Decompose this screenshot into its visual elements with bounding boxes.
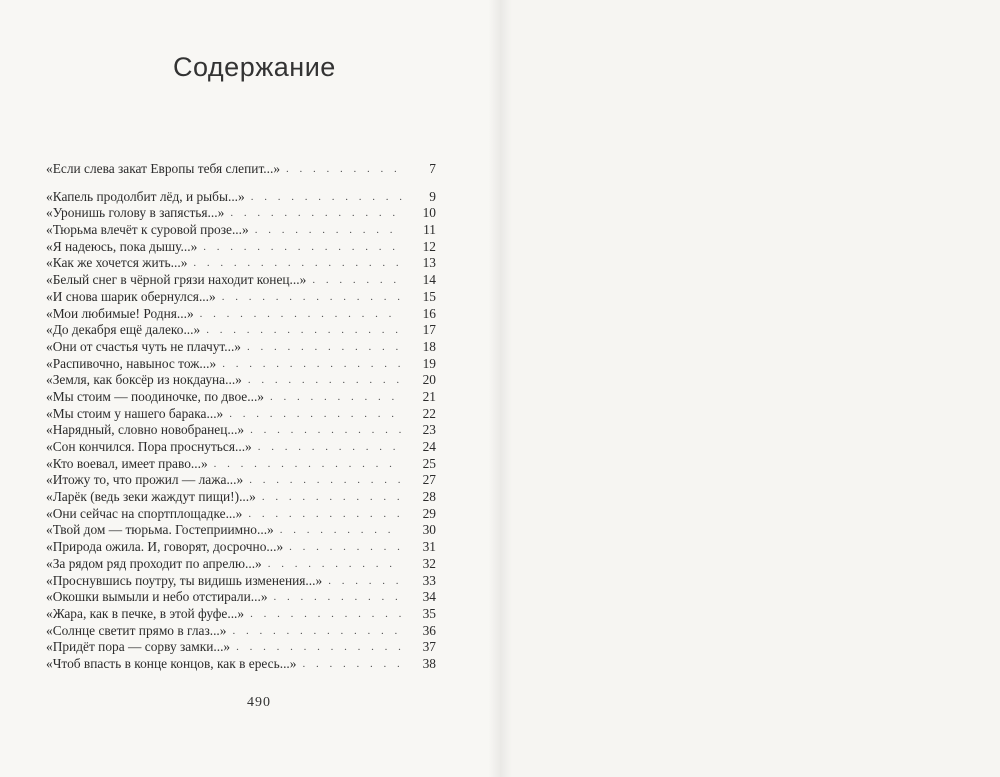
toc-entry-title: «Распивочно, навынос тож...» — [46, 355, 217, 371]
toc-entry-page: 28 — [422, 489, 436, 505]
toc-entry — [46, 288, 436, 305]
toc-entry — [46, 622, 436, 639]
toc-first-entry — [46, 160, 436, 177]
toc-entry — [46, 522, 436, 539]
toc-entry-page: 38 — [422, 655, 436, 671]
toc-leader-dots — [262, 489, 402, 505]
toc-leader-dots — [258, 439, 402, 455]
toc-entry-title: «Мы стоим у нашего барака...» — [46, 405, 224, 421]
toc-entry-page: 16 — [422, 305, 436, 321]
toc-entry-title: «Твой дом — тюрьма. Гостеприимно...» — [46, 522, 274, 538]
toc-leader-dots — [236, 639, 402, 655]
toc-entry-page: 15 — [422, 288, 436, 304]
toc-entry-page: 37 — [422, 639, 436, 655]
toc-entry-page: 24 — [422, 439, 436, 454]
toc-entry-page: 14 — [422, 272, 436, 288]
toc-entry — [46, 655, 436, 672]
toc-entry-page: 31 — [422, 539, 436, 555]
toc-entry-title: «Жара, как в печке, в этой фуфе...» — [46, 605, 245, 621]
toc-leader-dots — [200, 306, 402, 322]
toc-entry — [46, 355, 436, 372]
toc-entry-page: 7 — [429, 160, 436, 176]
toc-leader-dots — [250, 422, 402, 438]
toc-entry-title: «Чтоб впасть в конце концов, как в ересь...» — [46, 655, 297, 671]
toc-left-list — [46, 188, 436, 672]
toc-entry-page: 13 — [422, 255, 436, 271]
toc-entry — [46, 422, 436, 439]
toc-leader-dots — [280, 522, 402, 538]
toc-entry-page: 9 — [429, 188, 436, 204]
toc-entry-title: «Мои любимые! Родня...» — [46, 305, 194, 321]
toc-entry — [46, 338, 436, 355]
toc-entry-title: «Если слева закат Европы тебя слепит...» — [46, 160, 281, 176]
toc-entry — [46, 538, 436, 555]
toc-leader-dots — [222, 356, 402, 372]
toc-entry — [46, 589, 436, 606]
toc-leader-dots — [248, 372, 402, 388]
toc-entry — [46, 160, 436, 177]
toc-entry-page: 25 — [422, 455, 436, 471]
toc-entry-title: «И снова шарик обернулся...» — [46, 288, 216, 304]
toc-entry — [46, 188, 436, 205]
toc-entry-page: 19 — [422, 355, 436, 371]
toc-entry-title: «Как же хочется жить...» — [46, 255, 188, 271]
toc-entry-title: «Сон кончился. Пора проснуться...» — [46, 439, 252, 454]
toc-entry-title: «Нарядный, словно новобранец...» — [46, 422, 245, 438]
toc-entry — [46, 472, 436, 489]
toc-entry — [46, 372, 436, 389]
toc-leader-dots — [251, 189, 402, 205]
toc-entry-title: «Земля, как боксёр из нокдауна...» — [46, 372, 242, 388]
toc-entry-title: «Я надеюсь, пока дышу...» — [46, 238, 198, 254]
toc-entry-title: «Придёт пора — сорву замки...» — [46, 639, 231, 655]
toc-entry — [46, 605, 436, 622]
toc-entry — [46, 238, 436, 255]
toc-leader-dots — [302, 656, 402, 672]
toc-entry-title: «Солнце светит прямо в глаз...» — [46, 622, 227, 638]
toc-entry-title: «Уронишь голову в запястья...» — [46, 205, 225, 221]
toc-entry-title: «До декабря ещё далеко...» — [46, 322, 201, 338]
toc-entry-page: 29 — [422, 505, 436, 521]
toc-entry-title: «Природа ожила. И, говорят, досрочно...» — [46, 539, 284, 555]
toc-leader-dots — [206, 322, 402, 338]
toc-leader-dots — [249, 472, 402, 488]
toc-entry-page: 34 — [422, 589, 436, 605]
toc-entry — [46, 205, 436, 222]
toc-entry — [46, 438, 436, 455]
toc-leader-dots — [268, 556, 402, 572]
toc-entry-page: 20 — [422, 372, 436, 388]
toc-entry-page: 27 — [422, 472, 436, 488]
toc-entry-page: 17 — [422, 322, 436, 338]
book-gutter — [488, 0, 512, 777]
toc-entry-page: 11 — [423, 222, 436, 238]
toc-leader-dots — [229, 406, 402, 422]
toc-leader-dots — [328, 573, 402, 589]
toc-leader-dots — [232, 623, 402, 639]
toc-entry-title: «Тюрьма влечёт к суровой прозе...» — [46, 222, 249, 238]
toc-entry-page: 32 — [422, 555, 436, 571]
toc-entry — [46, 271, 436, 288]
toc-entry — [46, 221, 436, 238]
toc-entry-title: «Ларёк (ведь зеки жаждут пищи!)...» — [46, 489, 256, 505]
toc-leader-dots — [203, 239, 402, 255]
toc-entry-title: «Мы стоим — поодиночке, по двое...» — [46, 388, 264, 404]
toc-entry-page: 10 — [422, 205, 436, 221]
toc-entry — [46, 255, 436, 272]
toc-leader-dots — [289, 539, 402, 555]
toc-leader-dots — [286, 161, 402, 177]
toc-entry — [46, 388, 436, 405]
toc-leader-dots — [312, 272, 402, 288]
toc-leader-dots — [222, 289, 402, 305]
toc-leader-dots — [230, 205, 402, 221]
toc-entry-page: 35 — [422, 605, 436, 621]
toc-entry-title: «Итожу то, что прожил — лажа...» — [46, 472, 244, 488]
toc-entry — [46, 488, 436, 505]
toc-entry-title: «Они от счастья чуть не плачут...» — [46, 338, 241, 354]
toc-entry-page: 21 — [422, 388, 436, 404]
toc-entry-title: «За рядом ряд проходит по апрелю...» — [46, 555, 262, 571]
toc-entry-page: 33 — [422, 572, 436, 588]
toc-entry-title: «Белый снег в чёрной грязи находит конец...» — [46, 272, 307, 288]
page-title: Содержание — [173, 52, 336, 82]
toc-entry-page: 36 — [422, 622, 436, 638]
toc-entry — [46, 639, 436, 656]
toc-entry — [46, 455, 436, 472]
toc-leader-dots — [248, 506, 402, 522]
toc-entry — [46, 572, 436, 589]
toc-entry-title: «Проснувшись поутру, ты видишь изменения...» — [46, 572, 323, 588]
toc-leader-dots — [274, 589, 402, 605]
toc-entry-title: «Они сейчас на спортплощадке...» — [46, 505, 243, 521]
toc-entry-page: 22 — [422, 405, 436, 421]
toc-entry — [46, 505, 436, 522]
toc-leader-dots — [247, 339, 402, 355]
toc-entry-title: «Кто воевал, имеет право...» — [46, 455, 208, 471]
toc-leader-dots — [193, 255, 402, 271]
toc-entry-page: 12 — [422, 238, 436, 254]
toc-leader-dots — [250, 606, 402, 622]
page-number-left: 490 — [247, 695, 271, 710]
right-page — [500, 0, 1000, 777]
toc-leader-dots — [255, 222, 402, 238]
toc-entry-page: 30 — [422, 522, 436, 538]
toc-entry-title: «Капель продолбит лёд, и рыбы...» — [46, 188, 245, 204]
toc-entry — [46, 322, 436, 339]
toc-entry-page: 23 — [422, 422, 436, 438]
toc-entry — [46, 405, 436, 422]
toc-leader-dots — [214, 456, 402, 472]
toc-entry-title: «Окошки вымыли и небо отстирали...» — [46, 589, 268, 605]
toc-entry — [46, 305, 436, 322]
toc-leader-dots — [270, 389, 402, 405]
toc-entry-page: 18 — [422, 338, 436, 354]
toc-entry — [46, 555, 436, 572]
